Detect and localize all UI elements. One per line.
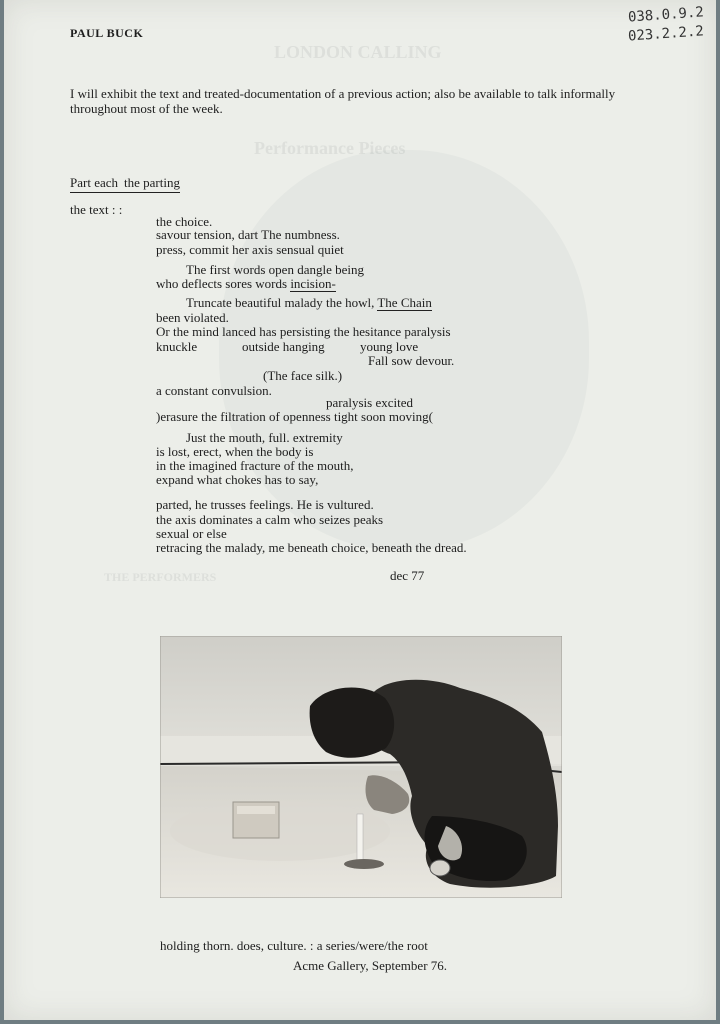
poem-line — [156, 276, 336, 292]
poem-line: expand what chokes has to say, — [156, 472, 319, 487]
poem-line: Fall sow devour. — [368, 353, 455, 368]
photograph-image — [160, 636, 562, 898]
poem-line: parted, he trusses feelings. He is vultured. — [156, 497, 374, 512]
poem-line: a constant convulsion. — [156, 383, 272, 398]
photo-caption-line-1: holding thorn. does, culture. : a series/were/the root — [160, 938, 428, 953]
poem-line: )erasure the filtration of openness tight soon moving( — [156, 409, 433, 424]
photo-caption-line-2: Acme Gallery, September 76. — [293, 958, 448, 973]
ref-number-1: 038.0.9.2 — [627, 4, 705, 26]
poem-title-part-b: the parting — [124, 175, 180, 190]
poem-line: young love — [360, 339, 419, 354]
poem-line: sexual or else — [156, 526, 227, 541]
poem-line-text: Truncate beautiful malady the howl, — [186, 295, 375, 310]
poem-line: been violated. — [156, 310, 229, 325]
poem-line — [186, 295, 432, 311]
poem-line: outside hanging — [242, 339, 325, 354]
poem-line: in the imagined fracture of the mouth, — [156, 458, 354, 473]
document-page — [4, 0, 716, 1020]
poem-line-text: who deflects sores words — [156, 276, 288, 291]
poem-title-part-a: Part each — [70, 175, 119, 190]
intro-paragraph: I will exhibit the text and treated-documentation of a previous action; also be available to talk informally throughout most of the week. — [70, 86, 616, 116]
poem-line: the choice. — [156, 214, 213, 229]
performance-photograph — [160, 636, 562, 898]
underlined-word: incision- — [290, 276, 336, 291]
poem-line: the axis dominates a calm who seizes peaks — [156, 512, 384, 527]
ghost-title: LONDON CALLING — [274, 42, 442, 62]
text-label: the text : : — [70, 202, 123, 217]
ghost-performers: THE PERFORMERS — [104, 570, 217, 584]
underlined-phrase: The Chain — [377, 295, 432, 310]
author-name: PAUL BUCK — [70, 26, 144, 40]
poem-line: press, commit her axis sensual quiet — [156, 242, 344, 257]
ghost-subtitle: Performance Pieces — [254, 138, 406, 158]
poem-line: (The face silk.) — [263, 368, 343, 383]
poem-line: paralysis excited — [326, 395, 413, 410]
poem-line: Or the mind lanced has persisting the hesitance paralysis — [156, 324, 451, 339]
poem-line: retracing the malady, me beneath choice, beneath the dread. — [156, 540, 467, 555]
poem-line: knuckle — [156, 339, 198, 354]
poem-line: savour tension, dart The numbness. — [156, 227, 340, 242]
poem-line: is lost, erect, when the body is — [156, 444, 314, 459]
poem-date: dec 77 — [390, 568, 425, 583]
ref-number-2: 023.2.2.2 — [627, 23, 705, 45]
poem-body — [4, 0, 716, 600]
poem-line: Just the mouth, full. extremity — [186, 430, 343, 445]
poem-line: The first words open dangle being — [186, 262, 364, 277]
